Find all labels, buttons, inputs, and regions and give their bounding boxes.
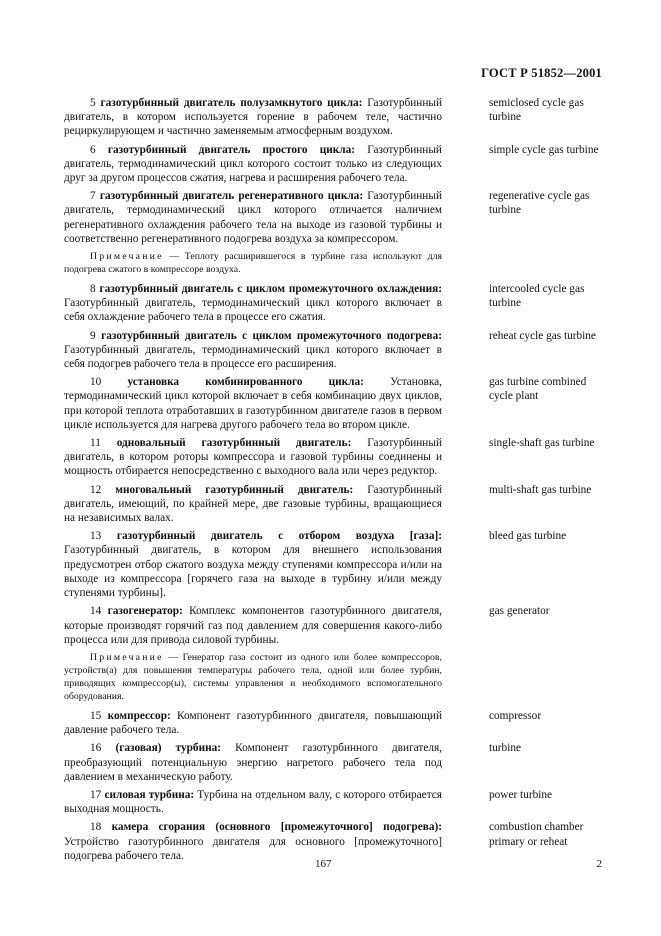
english-equivalent: bleed gas turbine (489, 530, 567, 543)
term-definition (64, 820, 442, 863)
term-entry-14 (64, 604, 605, 647)
term-definition (64, 483, 442, 526)
page-number: 167 (315, 858, 332, 870)
term-entry-17 (64, 788, 605, 816)
term-entry-11 (64, 436, 605, 479)
term-text: Газотурбинный двигатель, термодинамический цикл которого отличается наличием регенеративного охлаждения рабочего тела на выходе из газовой турбины и соответственно регенеративного подогрева воздуха за компрессором. (64, 190, 442, 245)
term-number: 14 (90, 605, 102, 618)
english-equivalent: semiclosed cycle gas turbine (489, 97, 584, 124)
term-number: 18 (90, 821, 102, 834)
term-text: Установка, термодинамический цикл которой включает в себя комбинацию двух циклов, при которой теплота отработавших в газотурбинном двигателе газов в первом цикле используется для нагрева другого рабочего тела во втором цикле. (64, 376, 442, 431)
term-number: 17 (90, 788, 102, 801)
term-text: Газотурбинный двигатель, в котором используется горение в рабочем теле, частично рециркулирующем и частично заменяемым атмосферным воздухом. (64, 97, 443, 138)
english-equivalent: reheat cycle gas turbine (489, 329, 596, 342)
term-text: Турбина на отдельном валу, с которого отбирается выходная мощность. (64, 788, 442, 816)
term-title: силовая турбина: (104, 788, 195, 801)
term-title: (газовая) турбина: (115, 742, 222, 755)
term-definition (64, 189, 442, 246)
term-text: Газотурбинный двигатель, термодинамический цикл которого включает в себя подогрев рабочего тела в процессе его расширения. (64, 343, 442, 371)
english-equivalent: simple cycle gas turbine (489, 143, 599, 156)
english-equivalent: single-shaft gas turbine (489, 437, 595, 450)
terms-list (64, 96, 605, 867)
term-definition (64, 96, 442, 139)
term-entry-7 (64, 189, 605, 246)
term-number: 16 (90, 742, 102, 755)
term-number: 12 (90, 483, 102, 496)
term-entry-5 (64, 96, 605, 139)
english-equivalent: power turbine (489, 788, 553, 801)
term-title: компрессор: (107, 709, 171, 722)
term-text: Газотурбинный двигатель, имеющий, по крайней мере, две газовые турбины, вращающиеся на независимых валах. (64, 483, 443, 525)
term-title: газогенератор: (107, 605, 183, 618)
term-number: 6 (90, 143, 96, 156)
english-equivalent: intercooled cycle gas turbine (489, 283, 585, 310)
term-entry-18 (64, 820, 605, 863)
term-definition (64, 375, 442, 432)
term-title: одновальный газотурбинный двигатель: (116, 437, 352, 450)
note-label: Примечание (90, 251, 164, 263)
term-number: 15 (90, 709, 102, 722)
term-definition (64, 329, 442, 372)
note (64, 250, 442, 276)
term-entry-6 (64, 143, 605, 186)
english-equivalent: multi-shaft gas turbine (489, 483, 592, 496)
note-label: Примечание (90, 651, 164, 663)
english-equivalent: compressor (489, 709, 542, 722)
term-title: газотурбинный двигатель с циклом промежуточного подогрева: (101, 329, 443, 342)
english-equivalent: regenerative cycle gas turbine (489, 190, 590, 217)
term-number: 5 (90, 97, 96, 109)
term-title: газотурбинный двигатель полузамкнутого цикла: (100, 97, 363, 109)
term-text: Газотурбинный двигатель, в котором роторы компрессора и газовой турбины соединены и мощность отбирается непосредственно с выходного вала или через редуктор. (64, 437, 442, 478)
term-text: Компонент газотурбинного двигателя, преобразующий потенциальную энергию нагретого рабочего тела под давлением в механическую работу. (64, 742, 442, 783)
term-definition (64, 709, 442, 737)
term-text: Газотурбинный двигатель, термодинамический цикл которого включает в себя охлаждение рабочего тела в процессе его сжатия. (64, 297, 442, 324)
english-equivalent: turbine (489, 742, 521, 755)
term-text: Газотурбинный двигатель, в котором для внешнего использования предусмотрен отбор сжатого воздуха между ступенями компрессора и/или на выходе из компрессора [горячего газа на выходе в турбину и/или между ступенями турбины]. (64, 544, 442, 600)
standard-header: ГОСТ Р 51852—2001 (481, 66, 602, 80)
term-definition (64, 604, 442, 647)
term-title: газотурбинный двигатель с отбором воздуха [газа]: (116, 530, 442, 543)
note (64, 651, 442, 703)
term-number: 9 (90, 329, 96, 342)
term-definition (64, 436, 442, 479)
term-title: установка комбинированного цикла: (127, 376, 364, 389)
term-entry-12 (64, 483, 605, 526)
term-number: 8 (90, 283, 96, 296)
note-text: — Теплоту расширившегося в турбине газа используют для подогрева сжатого в компрессоре воздуха. (64, 251, 442, 276)
english-equivalent: combustion chamber primary or reheat (489, 821, 584, 848)
note-text: — Генератор газа состоит из одного или более компрессоров, устройств(а) для повышения температуры рабочего тела, одной или более турбин, приводящих компрессор(ы), системы управления и необходимого вспомогательного оборудования. (64, 651, 442, 702)
term-text: Устройство газотурбинного двигателя для основного [промежуточного] подогрева рабочего тела. (64, 835, 442, 862)
term-title: газотурбинный двигатель простого цикла: (107, 143, 356, 156)
term-text: Газотурбинный двигатель, термодинамический цикл которого состоит только из следующих друг за другом процессов сжатия, нагрева и расширения рабочего тела. (64, 143, 442, 185)
term-title: газотурбинный двигатель регенеративного цикла: (99, 190, 364, 203)
term-number: 7 (90, 190, 96, 203)
term-text: Комплекс компонентов газотурбинного двигателя, которые производят горячий газ под давлением для совершения какого-либо процесса или для привода силовой турбины. (64, 605, 443, 646)
term-entry-15 (64, 709, 605, 737)
term-entry-8 (64, 282, 605, 325)
term-title: камера сгорания (основного [промежуточного] подогрева): (111, 821, 442, 834)
term-number: 13 (90, 530, 102, 543)
term-definition (64, 788, 442, 816)
english-equivalent: gas generator (489, 605, 550, 618)
term-number: 11 (90, 437, 101, 450)
term-definition (64, 741, 442, 784)
term-title: многовальный газотурбинный двигатель: (115, 483, 354, 496)
english-equivalent: gas turbine combined cycle plant (489, 376, 587, 403)
term-entry-10 (64, 375, 605, 432)
term-entry-9 (64, 329, 605, 372)
sheet-number: 2 (596, 858, 602, 870)
term-entry-13 (64, 529, 605, 600)
term-title: газотурбинный двигатель с циклом промежуточного охлаждения: (99, 283, 442, 296)
term-definition (64, 282, 442, 325)
term-text: Компонент газотурбинного двигателя, повышающий давление рабочего тела. (64, 709, 443, 737)
term-definition (64, 529, 442, 600)
term-definition (64, 143, 442, 186)
term-number: 10 (90, 376, 102, 389)
term-entry-16 (64, 741, 605, 784)
